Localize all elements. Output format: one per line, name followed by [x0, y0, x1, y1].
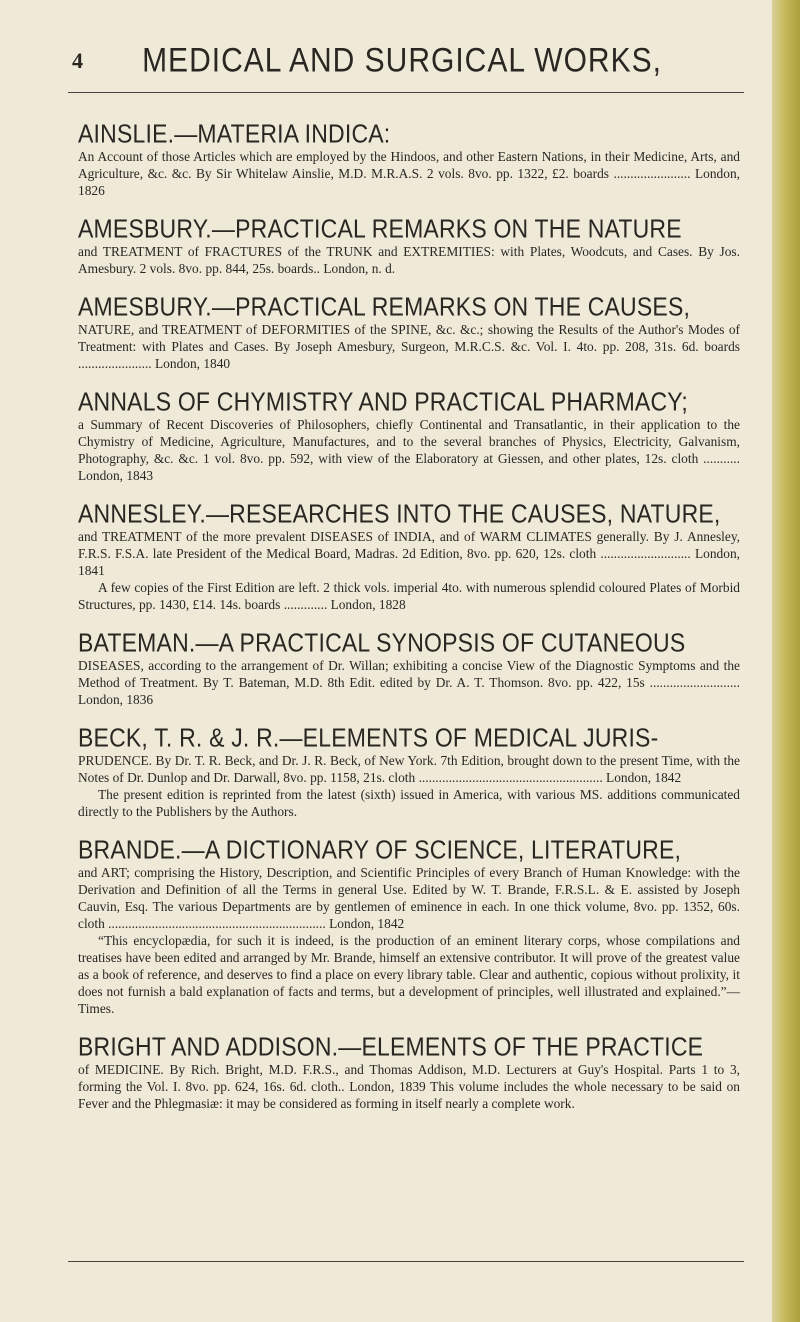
entry-place: London, 1826	[78, 166, 740, 198]
entry-title: BRANDE.—A DICTIONARY OF SCIENCE, LITERATURE,	[78, 835, 682, 865]
entry-place: London, 1842	[329, 916, 405, 931]
entry-place: London, 1841	[78, 546, 740, 578]
catalogue-list	[78, 118, 740, 1120]
entry-title: AMESBURY.—PRACTICAL REMARKS ON THE NATURE	[78, 214, 682, 244]
entry-body: An Account of those Articles which are employed by the Hindoos, and other Eastern Nations, in their Medicine, Arts, and Agriculture, &c. &c. By Sir Whitelaw Ainslie, M.D. M.R.A.S. 2 vols. 8vo. pp. 1322, £2. boards	[78, 149, 740, 181]
catalogue-entry-bright-addison	[78, 1031, 740, 1112]
entry-body: a Summary of Recent Discoveries of Philosophers, chiefly Continental and Transatlantic, in their application to the Chymistry of Medicine, Agriculture, Manufactures, and to the several branches of Physics, Electricity, Galvanism, Photography, &c. &c. 1 vol. 8vo. pp. 592, with view of the Elaboratory at Giessen, and other plates, 12s. cloth	[78, 417, 740, 466]
entry-body: and TREATMENT of the more prevalent DISEASES of INDIA, and of WARM CLIMATES generally. By J. Annesley, F.R.S. F.S.A. late President of the Medical Board, Madras. 2d Edition, 8vo. pp. 620, 12s. cloth	[78, 529, 740, 561]
catalogue-entry-ainslie: AINSLIE.—MATERIA INDICA: An Account of those Articles which are employed by the Hindoos, and other Eastern Nations, in their Medicine, Arts, and Agriculture, &c. &c. By Sir Whitelaw Ainslie, M.D. M.R.A.S. 2 vols. 8vo. pp. 1322, £2. boards ....................... London, 1826	[78, 119, 740, 198]
entry-title: ANNESLEY.—RESEARCHES INTO THE CAUSES, NATURE,	[78, 499, 721, 529]
entry-place: London, 1840	[155, 356, 231, 371]
footer-rule	[68, 1261, 744, 1262]
header-rule	[68, 92, 744, 93]
entry-body: of MEDICINE. By Rich. Bright, M.D. F.R.S., and Thomas Addison, M.D. Lecturers at Guy's Hospital. Parts 1 to 3, forming the Vol. I. 8vo. pp. 624, 16s. 6d. cloth.. London, 1839 This volume includes the whole necessary to be said on Fever and the Phlegmasiæ: it may be considered as forming in itself nearly a complete work.	[78, 1062, 740, 1111]
entry-place: London, 1843	[78, 468, 154, 483]
catalogue-entry-annals-chymistry: ANNALS OF CHYMISTRY AND PRACTICAL PHARMACY; a Summary of Recent Discoveries of Philosophers, chiefly Continental and Transatlantic, in their application to the Chymistry of Medicine, Agriculture, Manufactures, and to the several branches of Physics, Electricity, Galvanism, Photography, &c. &c. 1 vol. 8vo. pp. 592, with view of the Elaboratory at Giessen, and other plates, 12s. cloth ........... London, 1843	[78, 387, 741, 483]
entry-body: DISEASES, according to the arrangement of Dr. Willan; exhibiting a concise View of the Diagnostic Symptoms and the Method of Treatment. By T. Bateman, M.D. 8th Edit. edited by Dr. A. T. Thomson. 8vo. pp. 422, 15s	[78, 658, 740, 690]
entry-title: AMESBURY.—PRACTICAL REMARKS ON THE CAUSES,	[78, 292, 691, 322]
page-number: 4	[72, 48, 83, 73]
entry-title: BRIGHT AND ADDISON.—ELEMENTS OF THE PRACTICE	[78, 1032, 704, 1062]
catalogue-entry-bateman: BATEMAN.—A PRACTICAL SYNOPSIS OF CUTANEOUS DISEASES, according to the arrangement of Dr. Willan; exhibiting a concise View of the Diagnostic Symptoms and the Method of Treatment. By T. Bateman, M.D. 8th Edit. edited by Dr. A. T. Thomson. 8vo. pp. 422, 15s ........................... London, 1836	[78, 628, 741, 707]
entry-place: London, 1842	[606, 770, 682, 785]
running-title: MEDICAL AND SURGICAL WORKS,	[142, 41, 662, 80]
catalogue-entry-annesley: ANNESLEY.—RESEARCHES INTO THE CAUSES, NATURE, and TREATMENT of the more prevalent DISEASES of INDIA, and of WARM CLIMATES generally. By J. Annesley, F.R.S. F.S.A. late President of the Medical Board, Madras. 2d Edition, 8vo. pp. 620, 12s. cloth ........................... London, 1841 A few copies of the First Edition are left. 2 thick vols. imperial 4to. with numerous splendid coloured Plates of Morbid Structures, pp. 1430, £14. 14s. boards ............. London, 1828	[78, 499, 740, 612]
catalogue-entry-amesbury-fractures	[78, 213, 740, 277]
entry-body: NATURE, and TREATMENT of DEFORMITIES of the SPINE, &c. &c.; showing the Results of the Author's Modes of Treatment: with Plates and Cases. By Joseph Amesbury, Surgeon, M.R.C.S. &c. Vol. I. 4to. pp. 208, 31s. 6d. boards	[78, 322, 740, 354]
entry-note: “This encyclopædia, for such it is indeed, is the production of an eminent literary corps, whose compilations and treatises have been edited and arranged by Mr. Brande, himself an extensive contributor. It will prove of the greatest value as a book of reference, and deserves to find a place on every library table. Clear and authentic, copious without prolixity, it does not furnish a bald explanation of facts and terms, but a development of principles, well illustrated and explained.”—Times.	[78, 933, 740, 1016]
entry-body: and ART; comprising the History, Description, and Scientific Principles of every Branch of Human Knowledge: with the Derivation and Definition of all the Terms in general Use. Edited by W. T. Brande, F.R.S.L. & E. assisted by Joseph Cauvin, Esq. The various Departments are by gentlemen of eminence in each. In one thick volume, 8vo. pp. 1352, 60s. cloth	[78, 865, 740, 931]
catalogue-entry-amesbury-deformities: AMESBURY.—PRACTICAL REMARKS ON THE CAUSES, NATURE, and TREATMENT of DEFORMITIES of the SPINE, &c. &c.; showing the Results of the Author's Modes of Treatment: with Plates and Cases. By Joseph Amesbury, Surgeon, M.R.C.S. &c. Vol. I. 4to. pp. 208, 31s. 6d. boards ...................... London, 1840	[78, 292, 740, 371]
entry-title: BATEMAN.—A PRACTICAL SYNOPSIS OF CUTANEOUS	[78, 628, 686, 658]
entry-place: London, 1836	[78, 692, 154, 707]
page-header	[62, 42, 742, 102]
entry-body: and TREATMENT of FRACTURES of the TRUNK and EXTREMITIES: with Plates, Woodcuts, and Cases. By Jos. Amesbury. 2 vols. 8vo. pp. 844, 25s. boards.. London, n. d.	[78, 244, 740, 276]
entry-title: ANNALS OF CHYMISTRY AND PRACTICAL PHARMACY;	[78, 387, 688, 417]
book-spine-edge	[772, 0, 800, 1322]
catalogue-entry-beck: BECK, T. R. & J. R.—ELEMENTS OF MEDICAL JURIS- PRUDENCE. By Dr. T. R. Beck, and Dr. J. R. Beck, of New York. 7th Edition, brought down to the present Time, with the Notes of Dr. Dunlop and Dr. Darwall, 8vo. pp. 1158, 21s. cloth ....................................................... London, 1842 The present edition is reprinted from the latest (sixth) issued in America, with various MS. additions communicated directly to the Publishers by the Authors.	[78, 723, 740, 819]
entry-title: BECK, T. R. & J. R.—ELEMENTS OF MEDICAL JURIS-	[78, 723, 659, 753]
entry-note-place: London, 1828	[330, 597, 406, 612]
entry-note: A few copies of the First Edition are left. 2 thick vols. imperial 4to. with numerous splendid coloured Plates of Morbid Structures, pp. 1430, £14. 14s. boards	[78, 580, 740, 612]
entry-body: PRUDENCE. By Dr. T. R. Beck, and Dr. J. R. Beck, of New York. 7th Edition, brought down to the present Time, with the Notes of Dr. Dunlop and Dr. Darwall, 8vo. pp. 1158, 21s. cloth	[78, 753, 740, 785]
catalogue-entry-brande: BRANDE.—A DICTIONARY OF SCIENCE, LITERATURE, and ART; comprising the History, Description, and Scientific Principles of every Branch of Human Knowledge: with the Derivation and Definition of all the Terms in general Use. Edited by W. T. Brande, F.R.S.L. & E. assisted by Joseph Cauvin, Esq. The various Departments are by gentlemen of eminence in each. In one thick volume, 8vo. pp. 1352, 60s. cloth ................................................................. London, 1842 “This encyclopædia, for such it is indeed, is the production of an eminent literary corps, whose compilations and treatises have been edited and arranged by Mr. Brande, himself an extensive contributor. It will prove of the greatest value as a book of reference, and deserves to find a place on every library table. Clear and authentic, copious without prolixity, it does not furnish a bald explanation of facts and terms, but a development of principles, well illustrated and explained.”—Times.	[78, 835, 740, 1016]
entry-note: The present edition is reprinted from the latest (sixth) issued in America, with various MS. additions communicated directly to the Publishers by the Authors.	[78, 787, 740, 819]
entry-title: AINSLIE.—MATERIA INDICA:	[78, 119, 391, 149]
